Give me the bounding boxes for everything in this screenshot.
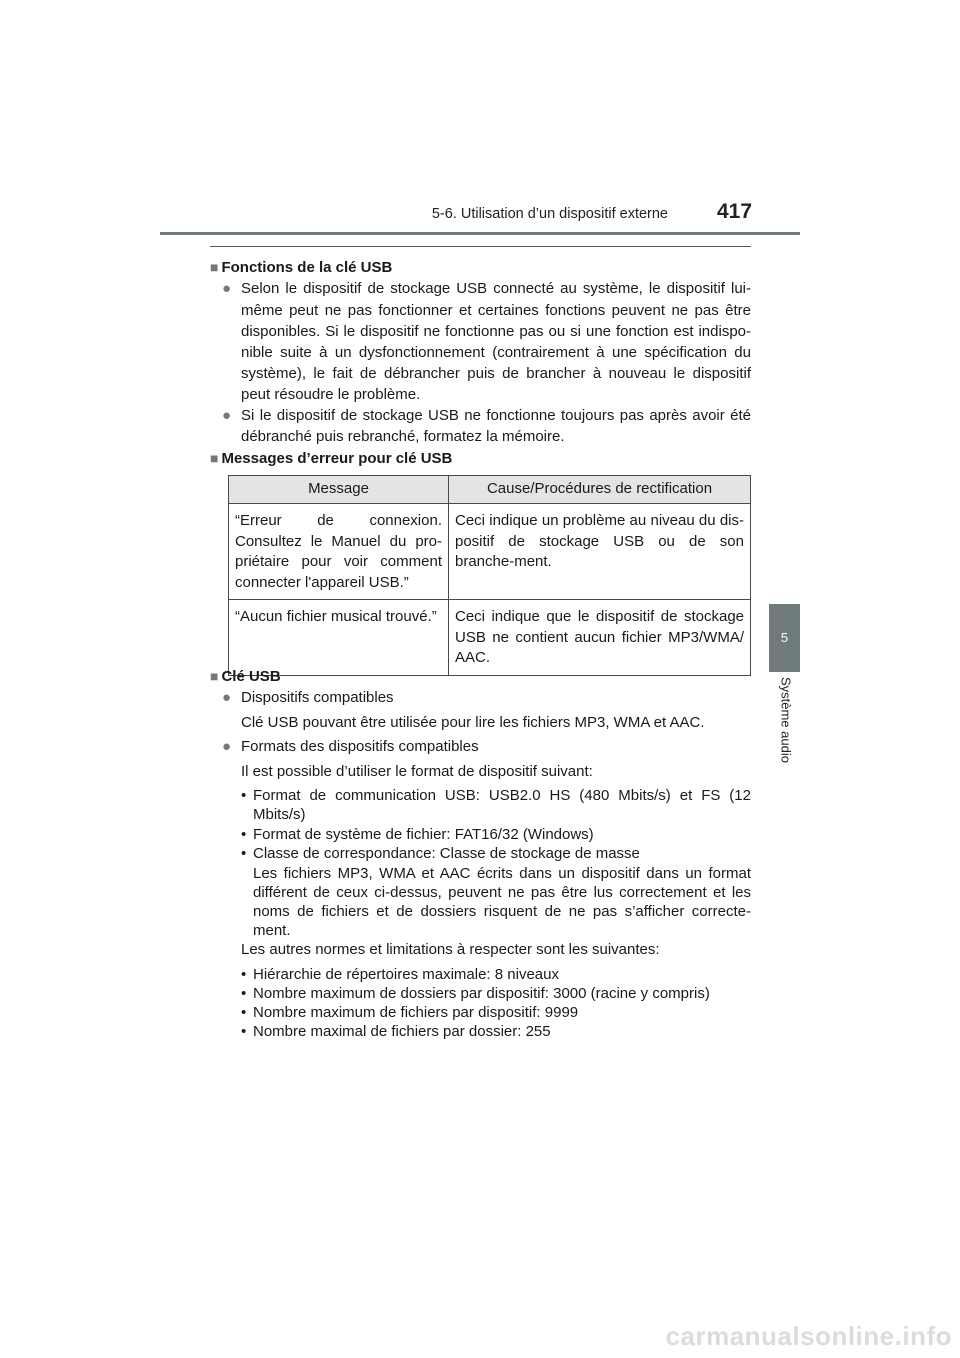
paragraph-line: Selon le dispositif de stockage USB connecté au système, le dispositif lui- — [241, 280, 751, 297]
subsection-title: Dispositifs compatibles — [241, 689, 394, 706]
square-bullet-icon: ■ — [210, 668, 219, 684]
circle-bullet-icon: ● — [222, 738, 232, 755]
paragraph-line: même peut ne pas fonctionner et certaines fonctions peuvent ne pas être — [241, 302, 751, 319]
paragraph-line: Les autres normes et limitations à respecter sont les suivantes: — [241, 941, 660, 958]
watermark: carmanualsonline.info — [665, 1321, 952, 1351]
paragraph-line: ment. — [253, 922, 291, 939]
list-item: Nombre maximum de dossiers par dispositif: 3000 (racine y compris) — [253, 985, 710, 1002]
paragraph-line: nible suite à un dysfonctionnement (contrairement à une spécification du — [241, 344, 751, 361]
list-item: Nombre maximum de fichiers par dispositif: 9999 — [253, 1004, 579, 1021]
table-header-row — [229, 476, 751, 504]
paragraph-line: peut résoudre le problème. — [241, 386, 421, 403]
paragraph-line: noms de fichiers et de dossiers risquent de ne pas s’afficher correcte- — [253, 903, 751, 920]
content-rule — [210, 246, 751, 247]
paragraph-line: différent de ceux ci-dessus, peuvent ne pas être lus correctement et les — [253, 884, 751, 901]
list-item: Format de communication USB: USB2.0 HS (480 Mbits/s) et FS (12 — [253, 787, 751, 804]
table-row — [229, 600, 751, 676]
subsection-title: Formats des dispositifs compatibles — [241, 738, 479, 755]
header-rule — [160, 232, 800, 235]
section-title-cle: ■ Clé USB — [210, 668, 281, 685]
section-header: 5-6. Utilisation d’un dispositif externe — [431, 206, 668, 222]
square-bullet-icon: ■ — [210, 259, 219, 275]
list-item: Nombre maximal de fichiers par dossier: 255 — [253, 1023, 551, 1040]
table-cell-cause: Ceci indique que le dispositif de stockage USB ne contient aucun fichier MP3/WMA/ AAC. — [449, 600, 751, 676]
circle-bullet-icon: ● — [222, 407, 232, 424]
paragraph-line: Les fichiers MP3, WMA et AAC écrits dans un dispositif dans un format — [253, 865, 751, 882]
table-header-message: Message — [229, 476, 449, 504]
paragraph-line: Si le dispositif de stockage USB ne fonctionne toujours pas après avoir été — [241, 407, 751, 424]
section-title-fonctions: ■ Fonctions de la clé USB — [210, 259, 393, 276]
table-cell-cause: Ceci indique un problème au niveau du dis-positif de stockage USB ou de son branche-ment. — [449, 504, 751, 600]
list-item: Classe de correspondance: Classe de stockage de masse — [253, 845, 640, 862]
list-item: Hiérarchie de répertoires maximale: 8 niveaux — [253, 966, 559, 983]
paragraph-line: Il est possible d’utiliser le format de dispositif suivant: — [241, 763, 593, 780]
circle-bullet-icon: ● — [222, 689, 232, 706]
list-item: Mbits/s) — [253, 806, 306, 823]
chapter-tab[interactable]: 5 — [769, 604, 800, 672]
page-number: 417 — [717, 200, 753, 223]
paragraph-line: disponibles. Si le dispositif ne fonctionne pas ou si une fonction est indispo- — [241, 323, 751, 340]
paragraph-line: débranché puis rebranché, formatez la mémoire. — [241, 428, 565, 445]
circle-bullet-icon: ● — [222, 280, 232, 297]
list-item: Format de système de fichier: FAT16/32 (Windows) — [253, 826, 594, 843]
paragraph-line: Clé USB pouvant être utilisée pour lire les fichiers MP3, WMA et AAC. — [241, 714, 705, 731]
error-messages-table — [228, 475, 751, 676]
chapter-label: Système audio — [778, 677, 794, 763]
table-cell-message: “Erreur de connexion. Consultez le Manuel du pro-priétaire pour voir comment connecter l'appareil USB.” — [229, 504, 449, 600]
square-bullet-icon: ■ — [210, 450, 219, 466]
section-title-messages: ■ Messages d’erreur pour clé USB — [210, 450, 453, 467]
table-cell-message: “Aucun fichier musical trouvé.” — [229, 600, 449, 676]
paragraph-line: système), le fait de débrancher puis de brancher à nouveau le dispositif — [241, 365, 751, 382]
table-header-cause: Cause/Procédures de rectification — [449, 476, 751, 504]
table-row — [229, 504, 751, 600]
